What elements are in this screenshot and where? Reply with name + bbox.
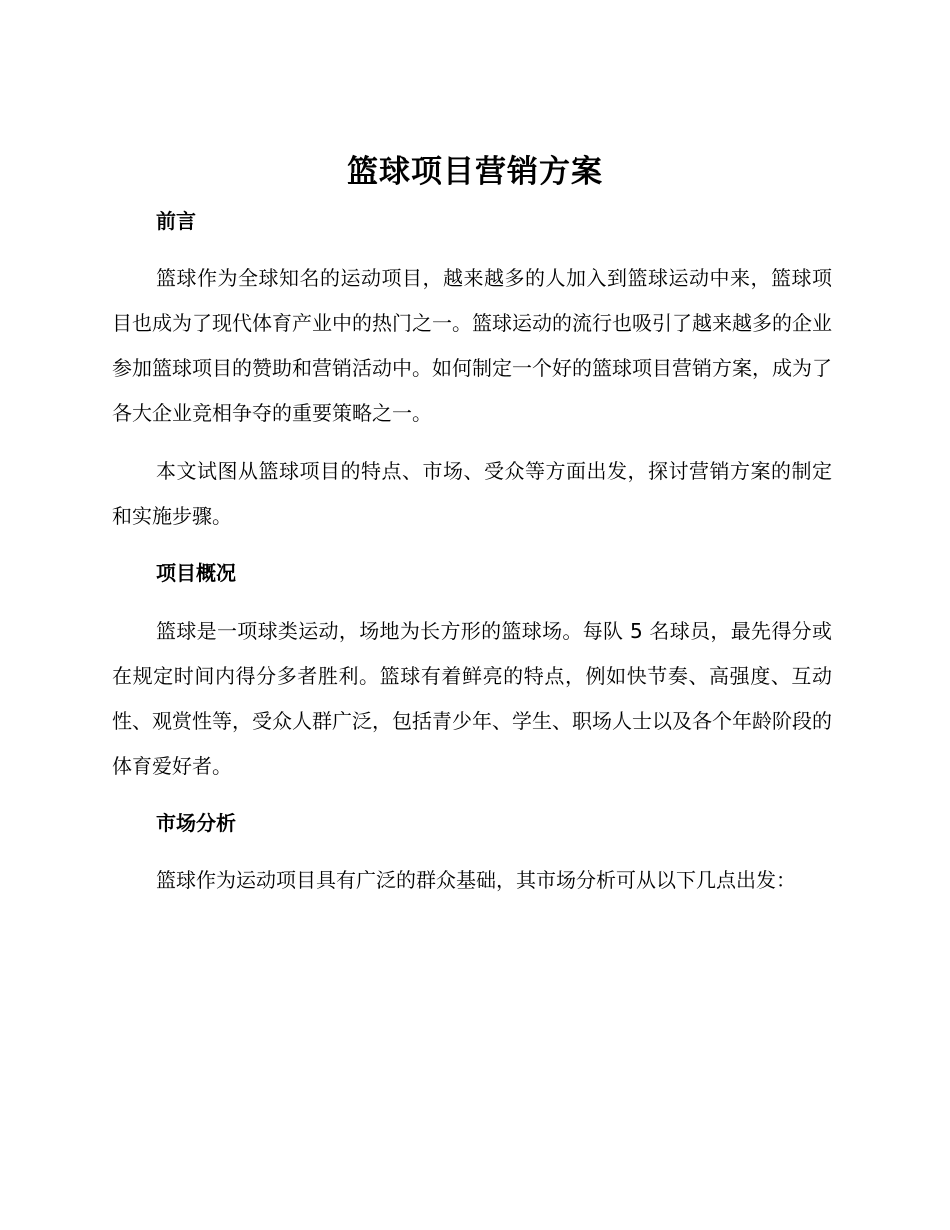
overview-paragraph: 篮球是一项球类运动，场地为长方形的篮球场。每队 5 名球员，最先得分或在规定时间内得分多者胜利。篮球有着鲜亮的特点，例如快节奏、高强度、互动性、观赏性等，受众人群广泛，包括青少年、学生、职场人士以及各个年龄阶段的体育爱好者。 [112, 619, 832, 778]
document-title: 篮球项目营销方案 [347, 154, 603, 190]
preface-paragraph-1: 篮球作为全球知名的运动项目，越来越多的人加入到篮球运动中来，篮球项目也成为了现代体育产业中的热门之一。篮球运动的流行也吸引了越来越多的企业参加篮球项目的赞助和营销活动中。如何制定一个好的篮球项目营销方案，成为了各大企业竞相争夺的重要策略之一。 [112, 266, 832, 425]
preface-paragraph-2: 本文试图从篮球项目的特点、市场、受众等方面出发，探讨营销方案的制定和实施步骤。 [112, 459, 832, 528]
market-analysis-paragraph: 篮球作为运动项目具有广泛的群众基础，其市场分析可从以下几点出发： [156, 868, 796, 892]
section-heading-overview: 项目概况 [156, 561, 236, 585]
section-heading-market-analysis: 市场分析 [156, 811, 236, 835]
section-heading-preface: 前言 [156, 209, 196, 233]
